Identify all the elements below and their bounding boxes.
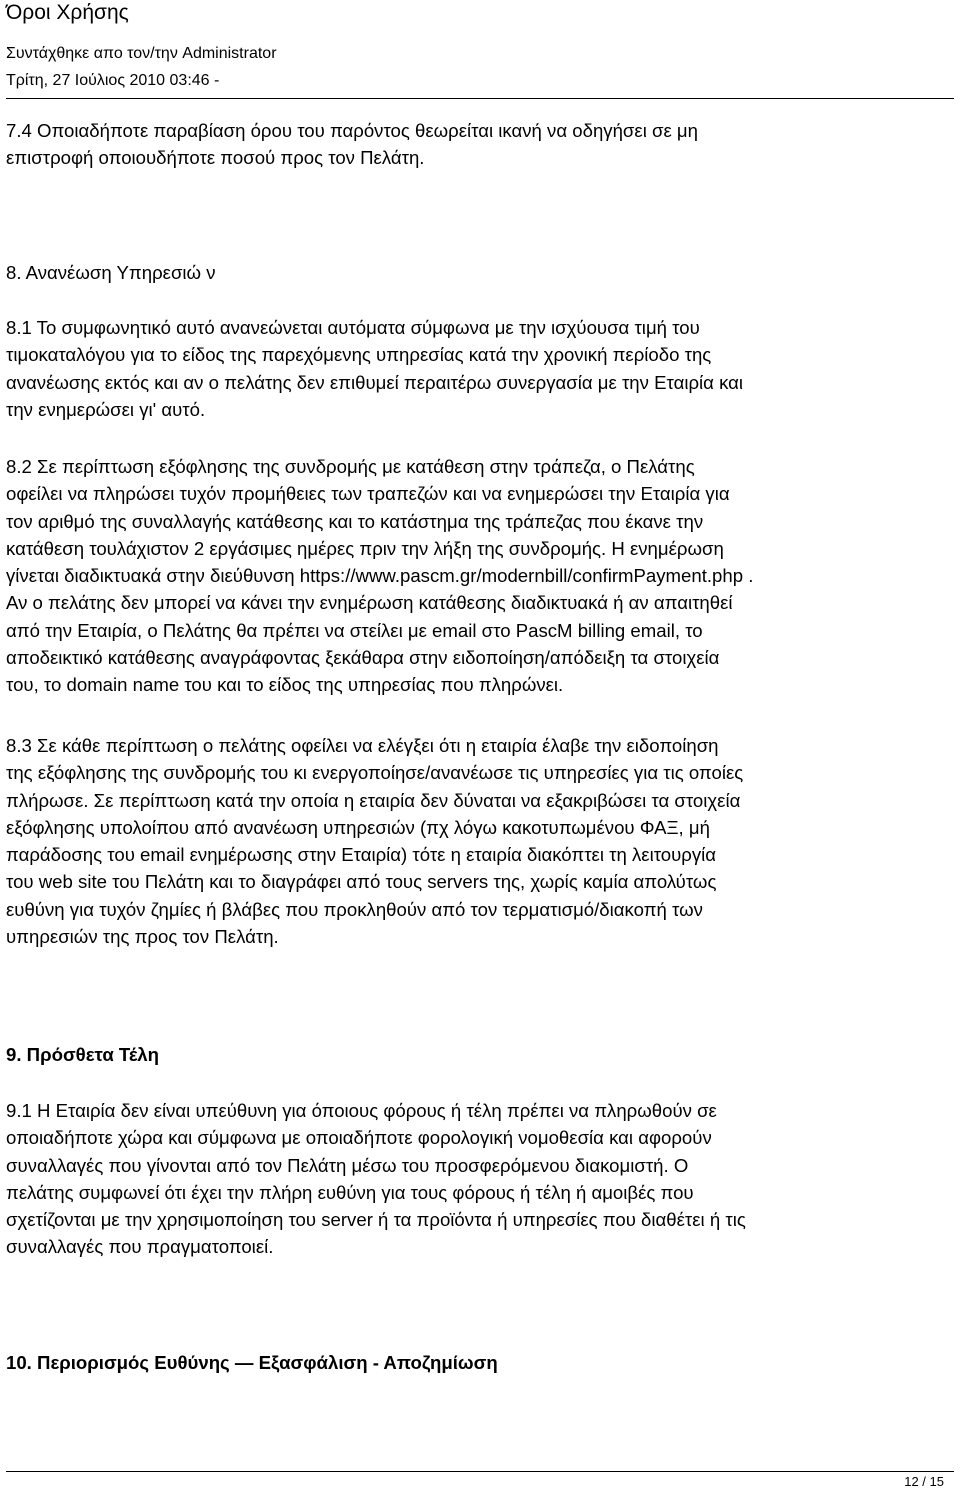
text-line: 7.4 Οποιαδήποτε παραβίαση όρου του παρόντος θεωρείται ικανή να οδηγήσει σε μη (6, 120, 698, 141)
document-title: Όροι Χρήσης (6, 1, 129, 24)
author-line: Συντάχθηκε απο τον/την Administrator (6, 45, 277, 62)
text-line: της εξόφλησης της συνδρομής του κι ενεργοποίησε/ανανέωσε τις υπηρεσίες για τις οποίες (6, 762, 744, 784)
text-line: 9.1 Η Εταιρία δεν είναι υπεύθυνη για όποιους φόρους ή τέλη πρέπει να πληρωθούν σε (6, 1100, 717, 1121)
text-line: επιστροφή οποιουδήποτε ποσού προς τον Πελάτη. (6, 147, 425, 169)
text-line: εξόφλησης υπολοίπου από ανανέωση υπηρεσιών (πχ λόγω κακοτυπωμένου ΦΑΞ, μή (6, 816, 710, 838)
text-line: του web site του Πελάτη και το διαγράφει από τους servers της, χωρίς καμία απολύτως (6, 871, 717, 893)
text-line: τιμοκαταλόγου για το είδος της παρεχόμενης υπηρεσίας κατά την χρονική περίοδο της (6, 344, 712, 366)
text-line: υπηρεσιών της προς τον Πελάτη. (6, 926, 279, 948)
section-heading-9: 9. Πρόσθετα Τέλη (6, 1044, 159, 1065)
text-line: ευθύνη για τυχόν ζημίες ή βλάβες που προκληθούν από τον τερματισμό/διακοπή των (6, 898, 703, 920)
text-line: παράδοσης του email ενημέρωσης στην Εταιρία) τότε η εταιρία διακόπτει τη λειτουργία (6, 844, 717, 866)
text-line: συναλλαγές που πραγματοποιεί. (6, 1236, 274, 1258)
text-line: κατάθεση τουλάχιστον 2 εργάσιμες ημέρες πριν την λήξη της συνδρομής. Η ενημέρωση (6, 537, 724, 559)
text-line: τον αριθμό της συναλλαγής κατάθεσης και το κατάστημα της τράπεζας που έκανε την (6, 510, 704, 532)
clause-8-1 (6, 314, 951, 423)
text-line: γίνεται διαδικτυακά στην διεύθυνση https://www.pascm.gr/modernbill/confirmPayment.php . (6, 565, 754, 587)
text-line: σχετίζονται με την χρησιμοποίηση του server ή τα προϊόντα ή υπηρεσίες που διαθέτει ή τις (6, 1209, 746, 1231)
text-line: πλήρωσε. Σε περίπτωση κατά την οποία η εταιρία δεν δύναται να εξακριβώσει τα στοιχεία (6, 789, 741, 811)
clause-8-3 (6, 732, 951, 950)
clause-7-4 (6, 117, 951, 172)
text-line: Αν ο πελάτης δεν μπορεί να κάνει την ενημέρωση κατάθεσης διαδικτυακά ή αν απαιτηθεί (6, 592, 733, 614)
footer-divider (6, 1471, 954, 1472)
text-line: την ενημερώσει γι' αυτό. (6, 398, 206, 420)
text-line: 8.2 Σε περίπτωση εξόφλησης της συνδρομής με κατάθεση στην τράπεζα, ο Πελάτης (6, 456, 695, 477)
text-line: από την Εταιρία, ο Πελάτης θα πρέπει να στείλει με email στο PascM billing email, το (6, 619, 703, 641)
text-line: οφείλει να πληρώσει τυχόν προμήθειες των τραπεζών και να ενημερώσει την Εταιρία για (6, 483, 730, 505)
text-line: ανανέωσης εκτός και αν ο πελάτης δεν επιθυμεί περαιτέρω συνεργασία με την Εταιρία και (6, 371, 744, 393)
text-line: συναλλαγές που γίνονται από τον Πελάτη μέσω του προσφερόμενου διακομιστή. Ο (6, 1154, 689, 1176)
clause-8-2 (6, 453, 951, 699)
text-line: 8.3 Σε κάθε περίπτωση ο πελάτης οφείλει να ελέγξει ότι η εταιρία έλαβε την ειδοποίηση (6, 735, 719, 756)
page-number: 12 / 15 (904, 1474, 944, 1489)
section-heading-10: 10. Περιορισμός Ευθύνης — Εξασφάλιση - Αποζημίωση (6, 1352, 498, 1373)
text-line: του, το domain name του και το είδος της υπηρεσίας που πληρώνει. (6, 674, 564, 696)
date-line: Τρίτη, 27 Ιούλιος 2010 03:46 - (6, 72, 220, 89)
text-line: 8.1 Το συμφωνητικό αυτό ανανεώνεται αυτόματα σύμφωνα με την ισχύουσα τιμή του (6, 317, 700, 338)
text-line: οποιαδήποτε χώρα και σύμφωνα με οποιαδήποτε φορολογική νομοθεσία και αφορούν (6, 1127, 712, 1149)
text-line: αποδεικτικό κατάθεσης αναγράφοντας ξεκάθαρα στην ειδοποίηση/απόδειξη τα στοιχεία (6, 647, 720, 669)
clause-9-1 (6, 1097, 951, 1261)
text-line: πελάτης συμφωνεί ότι έχει την πλήρη ευθύνη για τους φόρους ή τέλη ή αμοιβές που (6, 1181, 694, 1203)
section-heading-8: 8. Ανανέωση Υπηρεσιώ ν (6, 262, 216, 283)
header-divider (6, 98, 954, 99)
